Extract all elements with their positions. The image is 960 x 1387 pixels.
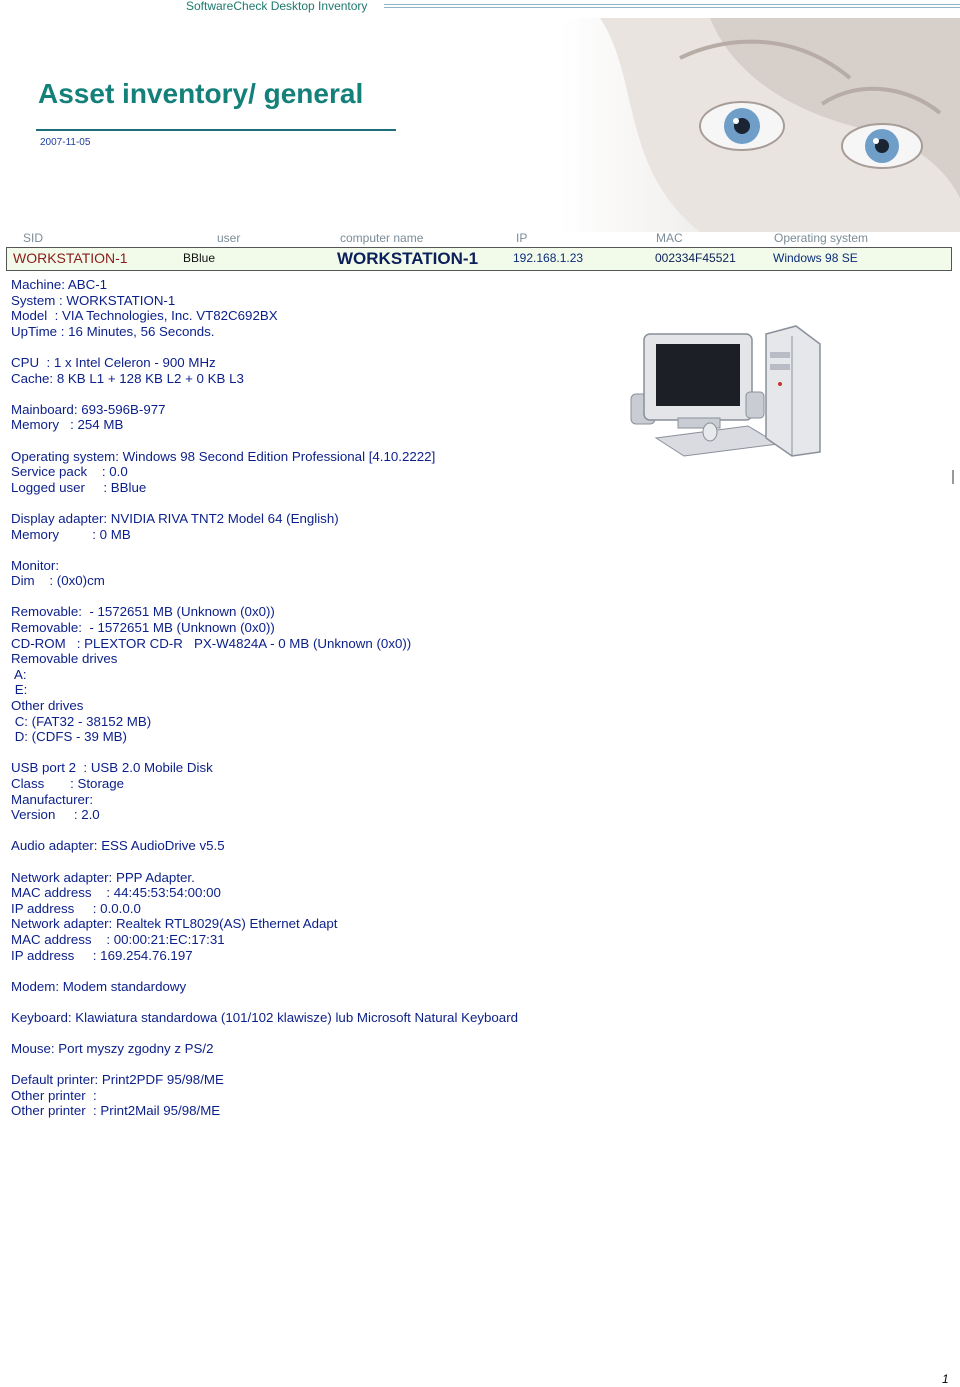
detail-line (11, 963, 518, 979)
brand-label: SoftwareCheck Desktop Inventory (186, 0, 368, 13)
detail-line: Monitor: (11, 557, 60, 573)
summary-ip: 192.168.1.23 (513, 251, 584, 265)
header-rule-secondary (384, 7, 960, 8)
summary-os: Windows 98 SE (773, 251, 858, 265)
detail-line: Manufacturer: (11, 791, 94, 807)
detail-line: Removable: - 1572651 MB (Unknown (0x0)) (11, 604, 275, 620)
details-list (11, 277, 518, 1119)
detail-line: A: (11, 666, 27, 682)
detail-line: USB port 2 : USB 2.0 Mobile Disk (11, 760, 213, 776)
detail-line: Memory : 0 MB (11, 526, 131, 542)
detail-line (11, 386, 518, 402)
column-header-computer-name: computer name (340, 231, 424, 245)
top-header-bar (0, 0, 960, 16)
column-header-ip: IP (516, 231, 528, 245)
detail-line: C: (FAT32 - 38152 MB) (11, 713, 152, 729)
detail-line: Logged user : BBlue (11, 479, 147, 495)
detail-line: Version : 2.0 (11, 807, 100, 823)
summary-computer-name: WORKSTATION-1 (337, 249, 479, 268)
column-header-sid: SID (23, 231, 44, 245)
header-rule (384, 4, 960, 5)
detail-line: Mainboard: 693-596B-977 (11, 401, 166, 417)
detail-line: Memory : 254 MB (11, 417, 124, 433)
detail-line (11, 823, 518, 839)
detail-line (11, 433, 518, 449)
detail-line (11, 745, 518, 761)
detail-line: Modem: Modem standardowy (11, 978, 187, 994)
detail-line: UpTime : 16 Minutes, 56 Seconds. (11, 323, 215, 339)
detail-line: Other printer : (11, 1087, 97, 1103)
detail-line: Removable: - 1572651 MB (Unknown (0x0)) (11, 620, 275, 636)
detail-line: Cache: 8 KB L1 + 128 KB L2 + 0 KB L3 (11, 370, 244, 386)
detail-line: MAC address : 44:45:53:54:00:00 (11, 885, 221, 901)
page-number: 1 (942, 1372, 949, 1386)
detail-line: Other drives (11, 698, 84, 714)
column-header-mac: MAC (656, 231, 683, 245)
page-edge-marker (952, 470, 960, 484)
detail-line: IP address : 169.254.76.197 (11, 947, 193, 963)
detail-line: Operating system: Windows 98 Second Edition Professional [4.10.2222] (11, 448, 436, 464)
detail-line: Model : VIA Technologies, Inc. VT82C692BX (11, 308, 278, 324)
detail-line (11, 589, 518, 605)
summary-user: BBlue (183, 251, 216, 265)
summary-mac: 002334F45521 (655, 251, 736, 265)
header-face-image (560, 18, 960, 232)
detail-line: Keyboard: Klawiatura standardowa (101/102 klawisze) lub Microsoft Natural Keyboard (11, 1009, 519, 1025)
detail-line (11, 339, 518, 355)
detail-line: E: (11, 682, 28, 698)
report-date: 2007-11-05 (40, 137, 91, 148)
detail-line (11, 495, 518, 511)
detail-line: Audio adapter: ESS AudioDrive v5.5 (11, 838, 225, 854)
detail-line: System : WORKSTATION-1 (11, 292, 176, 308)
detail-line: Mouse: Port myszy zgodny z PS/2 (11, 1041, 214, 1057)
summary-row (6, 247, 952, 271)
computer-illustration (628, 322, 824, 458)
page-title: Asset inventory/ general (38, 78, 364, 109)
title-underline (36, 129, 396, 131)
detail-line: Dim : (0x0)cm (11, 573, 105, 589)
detail-line: CD-ROM : PLEXTOR CD-R PX-W4824A - 0 MB (Unknown (0x0)) (11, 635, 412, 651)
detail-line: D: (CDFS - 39 MB) (11, 729, 127, 745)
detail-line (11, 1057, 518, 1073)
detail-line: Display adapter: NVIDIA RIVA TNT2 Model 64 (English) (11, 510, 339, 526)
detail-line: MAC address : 00:00:21:EC:17:31 (11, 931, 225, 947)
detail-line: Network adapter: Realtek RTL8029(AS) Ethernet Adapt (11, 916, 338, 932)
detail-line (11, 1026, 518, 1042)
detail-line: IP address : 0.0.0.0 (11, 900, 141, 916)
detail-line: Machine: ABC-1 (11, 277, 108, 292)
detail-line: CPU : 1 x Intel Celeron - 900 MHz (11, 354, 216, 370)
summary-sid: WORKSTATION-1 (13, 250, 128, 266)
detail-line (11, 542, 518, 558)
column-header-operating-system: Operating system (774, 231, 869, 245)
detail-line (11, 994, 518, 1010)
detail-line: Class : Storage (11, 776, 125, 791)
detail-line: Other printer : Print2Mail 95/98/ME (11, 1103, 221, 1119)
detail-line: Default printer: Print2PDF 95/98/ME (11, 1072, 224, 1088)
detail-line: Service pack : 0.0 (11, 464, 128, 480)
detail-line (11, 854, 518, 870)
detail-line: Network adapter: PPP Adapter. (11, 869, 195, 885)
detail-line: Removable drives (11, 651, 118, 667)
column-header-user: user (217, 231, 241, 245)
